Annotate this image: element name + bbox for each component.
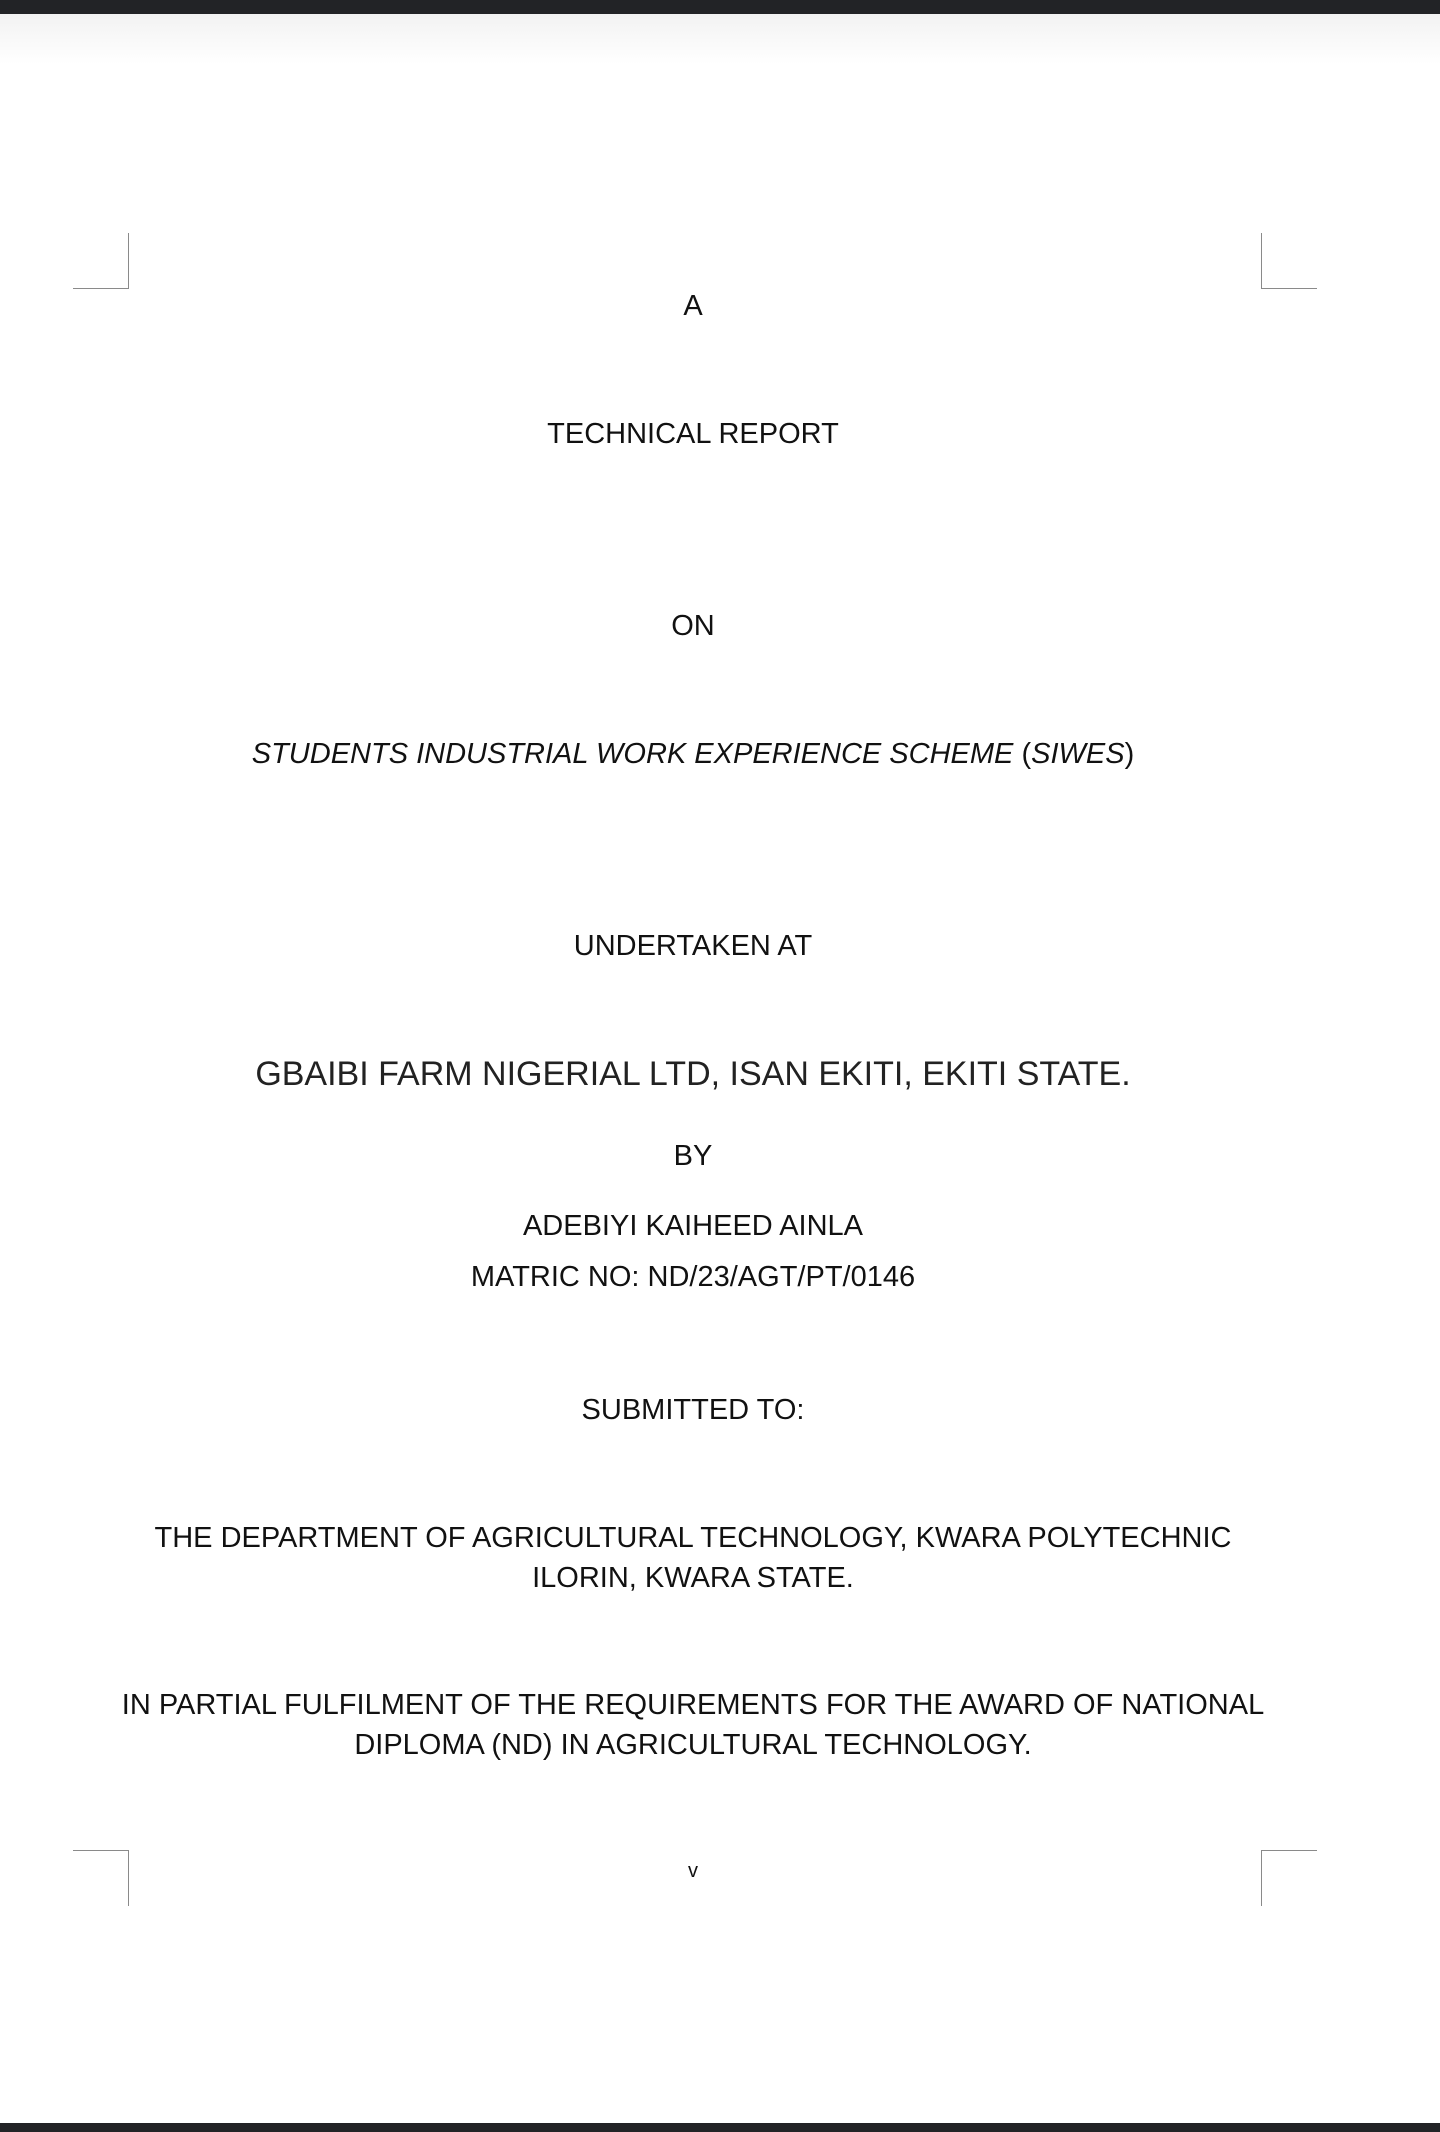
scheme-name: STUDENTS INDUSTRIAL WORK EXPERIENCE SCHEME bbox=[251, 738, 1014, 770]
by-label: BY bbox=[673, 1140, 713, 1172]
bottom-frame-bar bbox=[0, 2123, 1440, 2132]
scheme-abbreviation: SIWES bbox=[1031, 738, 1125, 770]
scheme-title bbox=[0, 734, 1386, 774]
title-article: A bbox=[683, 290, 703, 322]
matric-number: MATRIC NO: ND/23/AGT/PT/0146 bbox=[470, 1261, 916, 1293]
undertaken-at-heading: UNDERTAKEN AT bbox=[573, 930, 813, 962]
department-block bbox=[0, 1518, 1386, 1598]
submitted-to-heading: SUBMITTED TO: bbox=[581, 1394, 805, 1426]
top-frame-bar bbox=[0, 0, 1440, 14]
document-page bbox=[0, 14, 1440, 2123]
fulfilment-line-2: DIPLOMA (ND) IN AGRICULTURAL TECHNOLOGY. bbox=[354, 1729, 1032, 1761]
title-technical-report: TECHNICAL REPORT bbox=[547, 418, 839, 450]
department-line-2: ILORIN, KWARA STATE. bbox=[532, 1562, 854, 1594]
title-on: ON bbox=[671, 610, 715, 642]
margin-corner-top-left bbox=[73, 233, 129, 289]
fulfilment-block bbox=[0, 1685, 1386, 1765]
department-line-1: THE DEPARTMENT OF AGRICULTURAL TECHNOLOGY, KWARA POLYTECHNIC bbox=[154, 1522, 1232, 1554]
student-name: ADEBIYI KAIHEED AINLA bbox=[522, 1210, 864, 1242]
scheme-open-paren: ( bbox=[1013, 738, 1032, 770]
organization-name: GBAIBI FARM NIGERIAL LTD, ISAN EKITI, EKITI STATE. bbox=[255, 1055, 1131, 1093]
fulfilment-line-1: IN PARTIAL FULFILMENT OF THE REQUIREMENTS FOR THE AWARD OF NATIONAL bbox=[121, 1689, 1265, 1721]
scheme-close-paren: ) bbox=[1124, 738, 1135, 770]
margin-corner-top-right bbox=[1261, 233, 1317, 289]
page-number: v bbox=[688, 1860, 698, 1882]
